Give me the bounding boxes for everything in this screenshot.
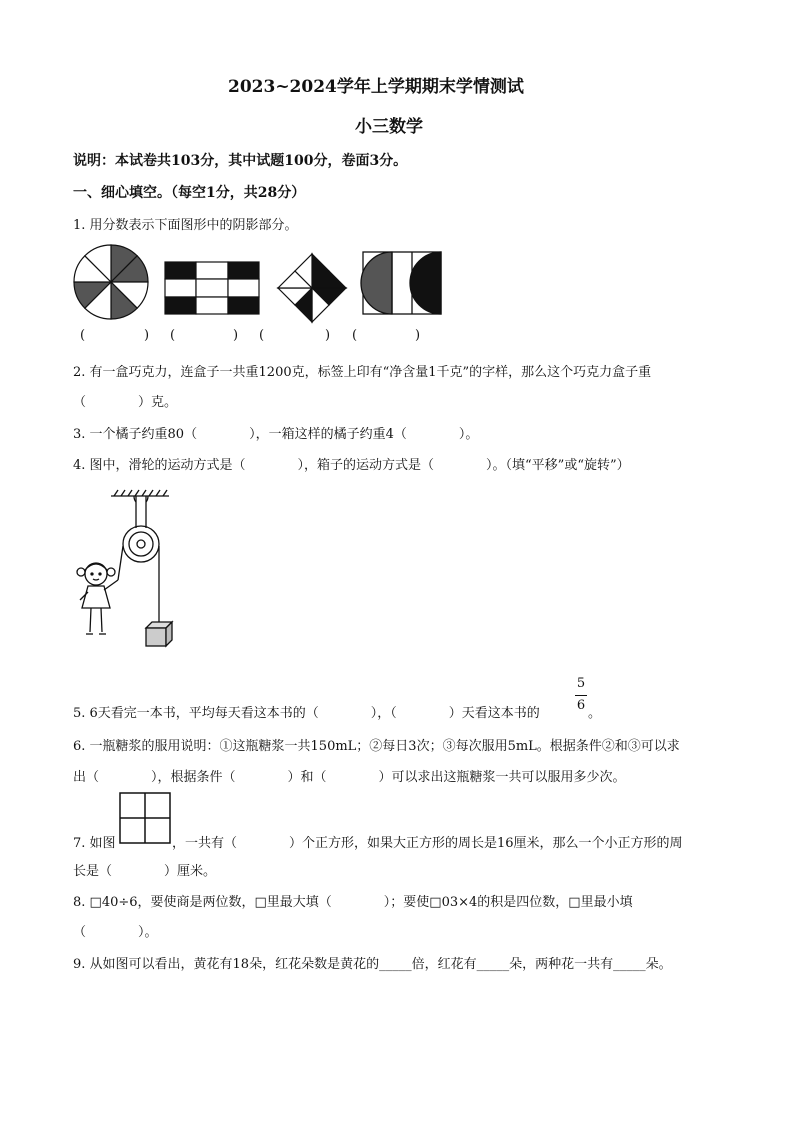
answer-blank-close: ) — [233, 328, 239, 343]
answer-blank-open: ( — [170, 328, 176, 343]
section-heading: 一、细心填空。（每空1分，共28分） — [73, 185, 306, 201]
question-8-cont: （ ）。 — [73, 925, 158, 940]
diamond-figure — [276, 252, 348, 324]
question-2-cont: （ ）克。 — [73, 395, 178, 410]
answer-blank-close: ) — [325, 328, 331, 343]
half-circle-figure — [362, 251, 444, 317]
pulley-figure — [74, 488, 184, 648]
question-5: 5. 6天看完一本书，平均每天看这本书的（ ），（ ）天看这本书的 — [73, 706, 540, 721]
fraction-denominator: 6 — [576, 698, 586, 713]
rectangle-grid-figure — [164, 261, 260, 317]
question-7-cont: 长是（ ）厘米。 — [73, 864, 217, 879]
fraction-bar — [575, 695, 587, 696]
question-6-cont: 出（ ），根据条件（ ）和（ ）可以求出这瓶糖浆一共可以服用多少次。 — [73, 770, 626, 785]
question-6: 6. 一瓶糖浆的服用说明：①这瓶糖浆一共150mL；②每日3次；③每次服用5mL。根据条件②和③可以求 — [73, 739, 680, 754]
question-3: 3. 一个橘子约重80（ ），一箱这样的橘子约重4（ ）。 — [73, 427, 479, 442]
exam-note: 说明：本试卷共103分，其中试题100分，卷面3分。 — [73, 153, 408, 169]
square-grid-figure — [119, 792, 171, 844]
question-1: 1. 用分数表示下面图形中的阴影部分。 — [73, 218, 298, 233]
question-7: ，一共有（ ）个正方形，如果大正方形的周长是16厘米，那么一个小正方形的周 — [172, 836, 683, 851]
answer-blank-open: ( — [259, 328, 265, 343]
answer-blank-open: ( — [80, 328, 86, 343]
answer-blank-close: ) — [144, 328, 150, 343]
question-5-end: 。 — [588, 706, 602, 721]
question-7-prefix: 7. 如图 — [73, 836, 116, 851]
exam-subject: 小三数学 — [355, 117, 423, 137]
question-4: 4. 图中，滑轮的运动方式是（ ），箱子的运动方式是（ ）。（填“平移”或“旋转”） — [73, 458, 630, 473]
exam-title: 2023~2024学年上学期期末学情测试 — [228, 77, 524, 97]
answer-blank-open: ( — [352, 328, 358, 343]
fraction-numerator: 5 — [576, 676, 586, 691]
question-8: 8. □40÷6，要使商是两位数，□里最大填（ ）；要使□03×4的积是四位数，□里最小填 — [73, 895, 633, 910]
circle-figure — [71, 242, 151, 322]
question-2: 2. 有一盒巧克力，连盒子一共重1200克，标签上印有“净含量1千克”的字样，那么这个巧克力盒子重 — [73, 365, 652, 380]
answer-blank-close: ) — [415, 328, 421, 343]
question-9: 9. 从如图可以看出，黄花有18朵，红花朵数是黄花的_____倍，红花有_____朵，两种花一共有_____朵。 — [73, 957, 672, 972]
